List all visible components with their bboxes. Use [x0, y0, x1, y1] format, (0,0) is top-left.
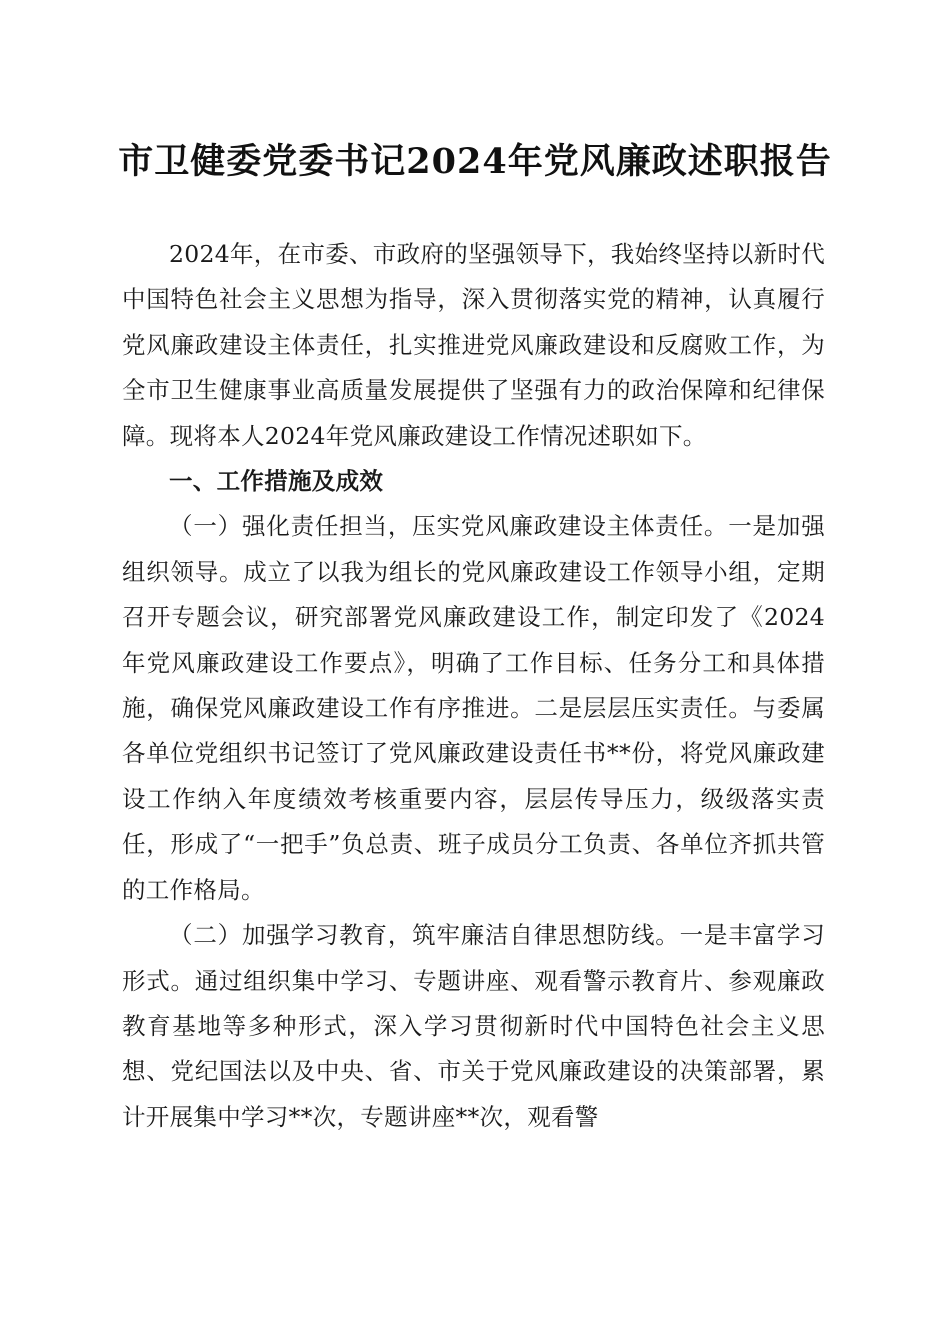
document-title: 市卫健委党委书记2024年党风廉政述职报告: [118, 141, 832, 182]
section-heading: 一、工作措施及成效: [169, 467, 384, 496]
document-body: [122, 232, 825, 1140]
section-paragraph-2: （二）加强学习教育，筑牢廉洁自律思想防线。一是丰富学习形式。通过组织集中学习、专题讲座、观看警示教育片、参观廉政教育基地等多种形式，深入学习贯彻新时代中国特色社会主义思想、党纪国法以及中央、省、市关于党风廉政建设的决策部署，累计开展集中学习**次，专题讲座**次，观看警: [122, 921, 825, 1131]
intro-paragraph: 2024年，在市委、市政府的坚强领导下，我始终坚持以新时代中国特色社会主义思想为指导，深入贯彻落实党的精神，认真履行党风廉政建设主体责任，扎实推进党风廉政建设和反腐败工作，为全市卫生健康事业高质量发展提供了坚强有力的政治保障和纪律保障。现将本人2024年党风廉政建设工作情况述职如下。: [122, 240, 826, 450]
section-paragraph-1: （一）强化责任担当，压实党风廉政建设主体责任。一是加强组织领导。成立了以我为组长的党风廉政建设工作领导小组，定期召开专题会议，研究部署党风廉政建设工作，制定印发了《2024年党风廉政建设工作要点》，明确了工作目标、任务分工和具体措施，确保党风廉政建设工作有序推进。二是层层压实责任。与委属各单位党组织书记签订了党风廉政建设责任书**份，将党风廉政建设工作纳入年度绩效考核重要内容，层层传导压力，级级落实责任，形成了“一把手”负总责、班子成员分工负责、各单位齐抓共管的工作格局。: [122, 512, 825, 904]
